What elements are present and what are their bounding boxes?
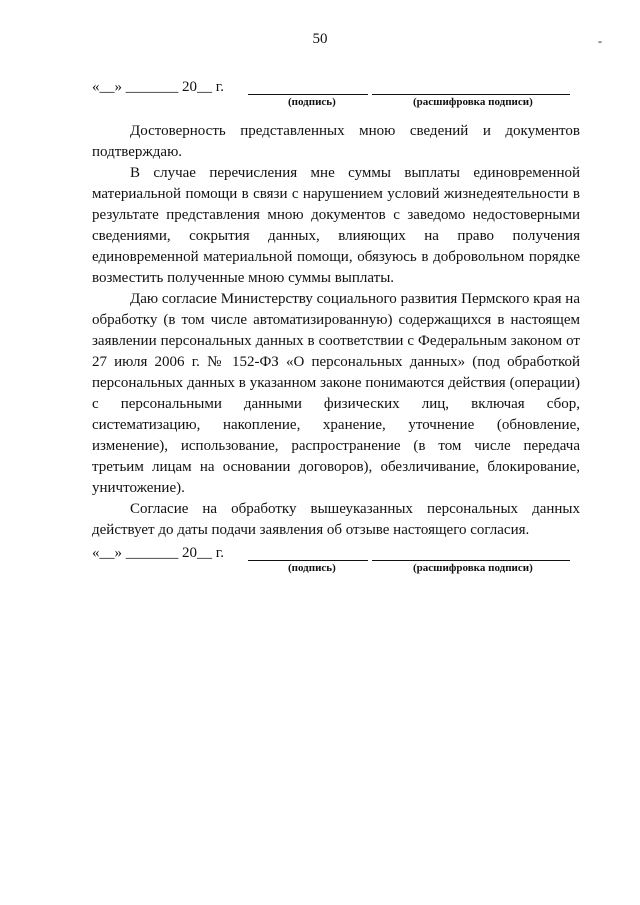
page-number: 50 [312,31,328,47]
paragraph-confirmation: Достоверность представленных мною сведений и документов подтверждаю. [92,123,580,160]
decryption-line [372,560,570,561]
paragraph-refund-obligation: В случае перечисления мне суммы выплаты единовременной материальной помощи в связи с нарушением условий жизнедеятельности в результате представления мною документов с заведомо недостоверными сведениями, сокрытия данных, влияющих на право получения единовременной материальной помощи, обязуюсь в добровольном порядке возместить полученные мною суммы выплаты. [92,165,580,286]
declaration-text [92,121,580,541]
paragraph-consent-validity: Согласие на обработку вышеуказанных персональных данных действует до даты подачи заявления об отзыве настоящего согласия. [92,501,580,538]
paragraph-data-consent: Даю согласие Министерству социального развития Пермского края на обработку (в том числе автоматизированную) содержащихся в настоящем заявлении персональных данных в соответствии с Федеральным законом от 27 июля 2006 г. № 152-ФЗ «О персональных данных» (под обработкой персональных данных в указанном законе понимаются действия (операции) с персональными данными физических лиц, включая сбор, систематизацию, накопление, хранение, уточнение (обновление, изменение), использование, распространение (в том числе передача третьим лицам на основании договоров), обезличивание, блокирование, уничтожение). [92,291,580,496]
decryption-caption: (расшифровка подписи) [413,562,533,574]
corner-mark: - [598,34,602,48]
signature-caption: (подпись) [288,562,336,574]
signature-caption: (подпись) [288,96,336,108]
decryption-caption: (расшифровка подписи) [413,96,533,108]
signature-line [248,560,368,561]
date-field: «__» _______ 20__ г. [92,79,224,95]
decryption-line [372,94,570,95]
signature-line [248,94,368,95]
date-field: «__» _______ 20__ г. [92,545,224,561]
